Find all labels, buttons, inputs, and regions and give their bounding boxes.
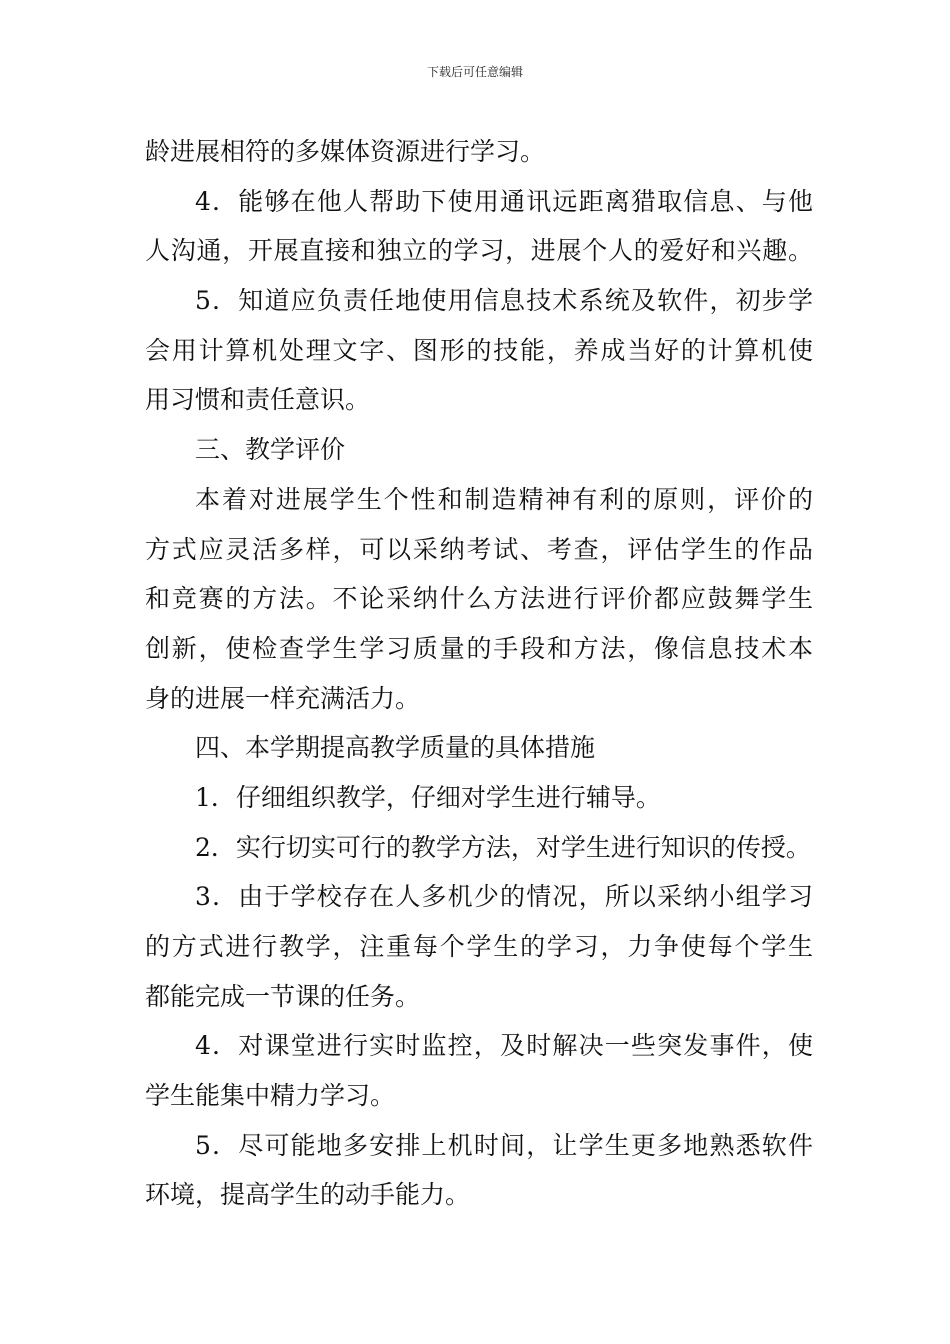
paragraph-line: 的方式进行教学，注重每个学生的学习，力争使每个学生 — [145, 932, 813, 961]
list-item: 1．仔细组织教学，仔细对学生进行辅导。 — [195, 782, 661, 812]
paragraph-line: 身的进展一样充满活力。 — [145, 683, 421, 713]
list-item: 2．实行切实可行的教学方法，对学生进行知识的传授。 — [195, 832, 811, 862]
paragraph-line: 学生能集中精力学习。 — [145, 1081, 396, 1111]
paragraph-line: 创新，使检查学生学习质量的手段和方法，像信息技术本 — [145, 633, 813, 663]
paragraph-line: 龄进展相符的多媒体资源进行学习。 — [145, 137, 546, 166]
list-item: 4．对课堂进行实时监控，及时解决一些突发事件，使 — [195, 1031, 813, 1061]
paragraph-line: 方式应灵活多样，可以采纳考试、考查，评估学生的作品 — [145, 534, 813, 564]
paragraph-line: 和竞赛的方法。不论采纳什么方法进行评价都应鼓舞学生 — [145, 584, 813, 614]
paragraph-line: 会用计算机处理文字、图形的技能，养成当好的计算机使 — [145, 335, 813, 365]
section-heading: 三、教学评价 — [195, 435, 346, 465]
list-item: 5．尽可能地多安排上机时间，让学生更多地熟悉软件 — [195, 1130, 813, 1160]
paragraph-line: 4．能够在他人帮助下使用通讯远距离猎取信息、与他 — [195, 186, 813, 216]
paragraph-line: 用习惯和责任意识。 — [145, 385, 371, 415]
paragraph-line: 都能完成一节课的任务。 — [145, 981, 421, 1011]
list-item: 3．由于学校存在人多机少的情况，所以采纳小组学习 — [195, 882, 813, 912]
paragraph-line: 人沟通，开展直接和独立的学习，进展个人的爱好和兴趣。 — [145, 236, 813, 266]
paragraph-line: 环境，提高学生的动手能力。 — [145, 1180, 471, 1210]
section-heading: 四、本学期提高教学质量的具体措施 — [195, 733, 596, 763]
document-body — [145, 127, 813, 1220]
paragraph-line: 5．知道应负责任地使用信息技术系统及软件，初步学 — [195, 286, 813, 316]
page-header: 下载后可任意编辑 — [426, 65, 523, 79]
paragraph-line: 本着对进展学生个性和制造精神有利的原则，评价的 — [195, 484, 813, 514]
